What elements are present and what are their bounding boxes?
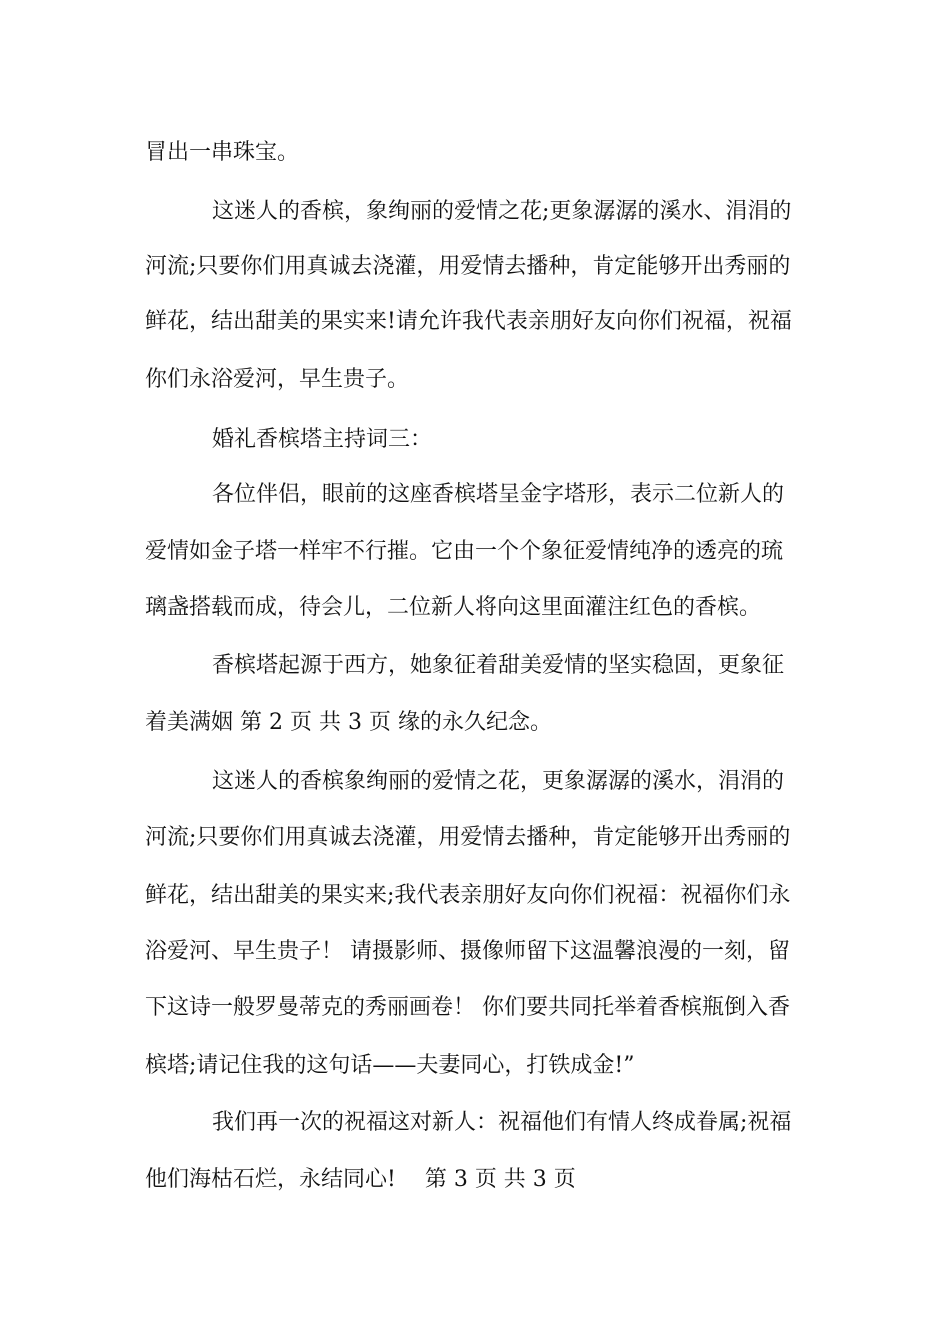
- paragraph-line: 河流;只要你们用真诚去浇灌，用爱情去播种，肯定能够开出秀丽的: [145, 825, 791, 850]
- paragraph-line: 着美满姻 第 2 页 共 3 页 缘的永久纪念。: [145, 710, 552, 735]
- paragraph-line: 鲜花，结出甜美的果实来!请允许我代表亲朋好友向你们祝福，祝福: [145, 309, 792, 334]
- section-heading: 婚礼香槟塔主持词三：: [212, 427, 433, 452]
- paragraph-line: 冒出一串珠宝。: [145, 140, 300, 165]
- paragraph-line: 爱情如金子塔一样牢不行摧。它由一个个象征爱情纯净的透亮的琉: [145, 539, 784, 564]
- paragraph-line: 槟塔;请记住我的这句话——夫妻同心，打铁成金!”: [145, 1053, 635, 1078]
- paragraph-line: 这迷人的香槟，象绚丽的爱情之花;更象潺潺的溪水、涓涓的: [212, 199, 792, 224]
- paragraph-line: 香槟塔起源于西方，她象征着甜美爱情的坚实稳固，更象征: [212, 653, 785, 678]
- paragraph-line: 河流;只要你们用真诚去浇灌，用爱情去播种，肯定能够开出秀丽的: [145, 254, 791, 279]
- paragraph-line: 这迷人的香槟象绚丽的爱情之花，更象潺潺的溪水，涓涓的: [212, 769, 785, 794]
- paragraph-line: 他们海枯石烂，永结同心! 第 3 页 共 3 页: [145, 1167, 576, 1192]
- paragraph-line: 下这诗一般罗曼蒂克的秀丽画卷！ 你们要共同托举着香槟瓶倒入香: [145, 995, 790, 1020]
- paragraph-line: 鲜花，结出甜美的果实来;我代表亲朋好友向你们祝福：祝福你们永: [145, 883, 791, 908]
- paragraph-line: 浴爱河、早生贵子！ 请摄影师、摄像师留下这温馨浪漫的一刻，留: [145, 939, 790, 964]
- paragraph-line: 璃盏搭载而成，待会儿，二位新人将向这里面灌注红色的香槟。: [145, 595, 762, 620]
- paragraph-line: 我们再一次的祝福这对新人：祝福他们有情人终成眷属;祝福: [212, 1110, 792, 1135]
- paragraph-line: 你们永浴爱河，早生贵子。: [145, 367, 410, 392]
- paragraph-line: 各位伴侣，眼前的这座香槟塔呈金字塔形，表示二位新人的: [212, 482, 785, 507]
